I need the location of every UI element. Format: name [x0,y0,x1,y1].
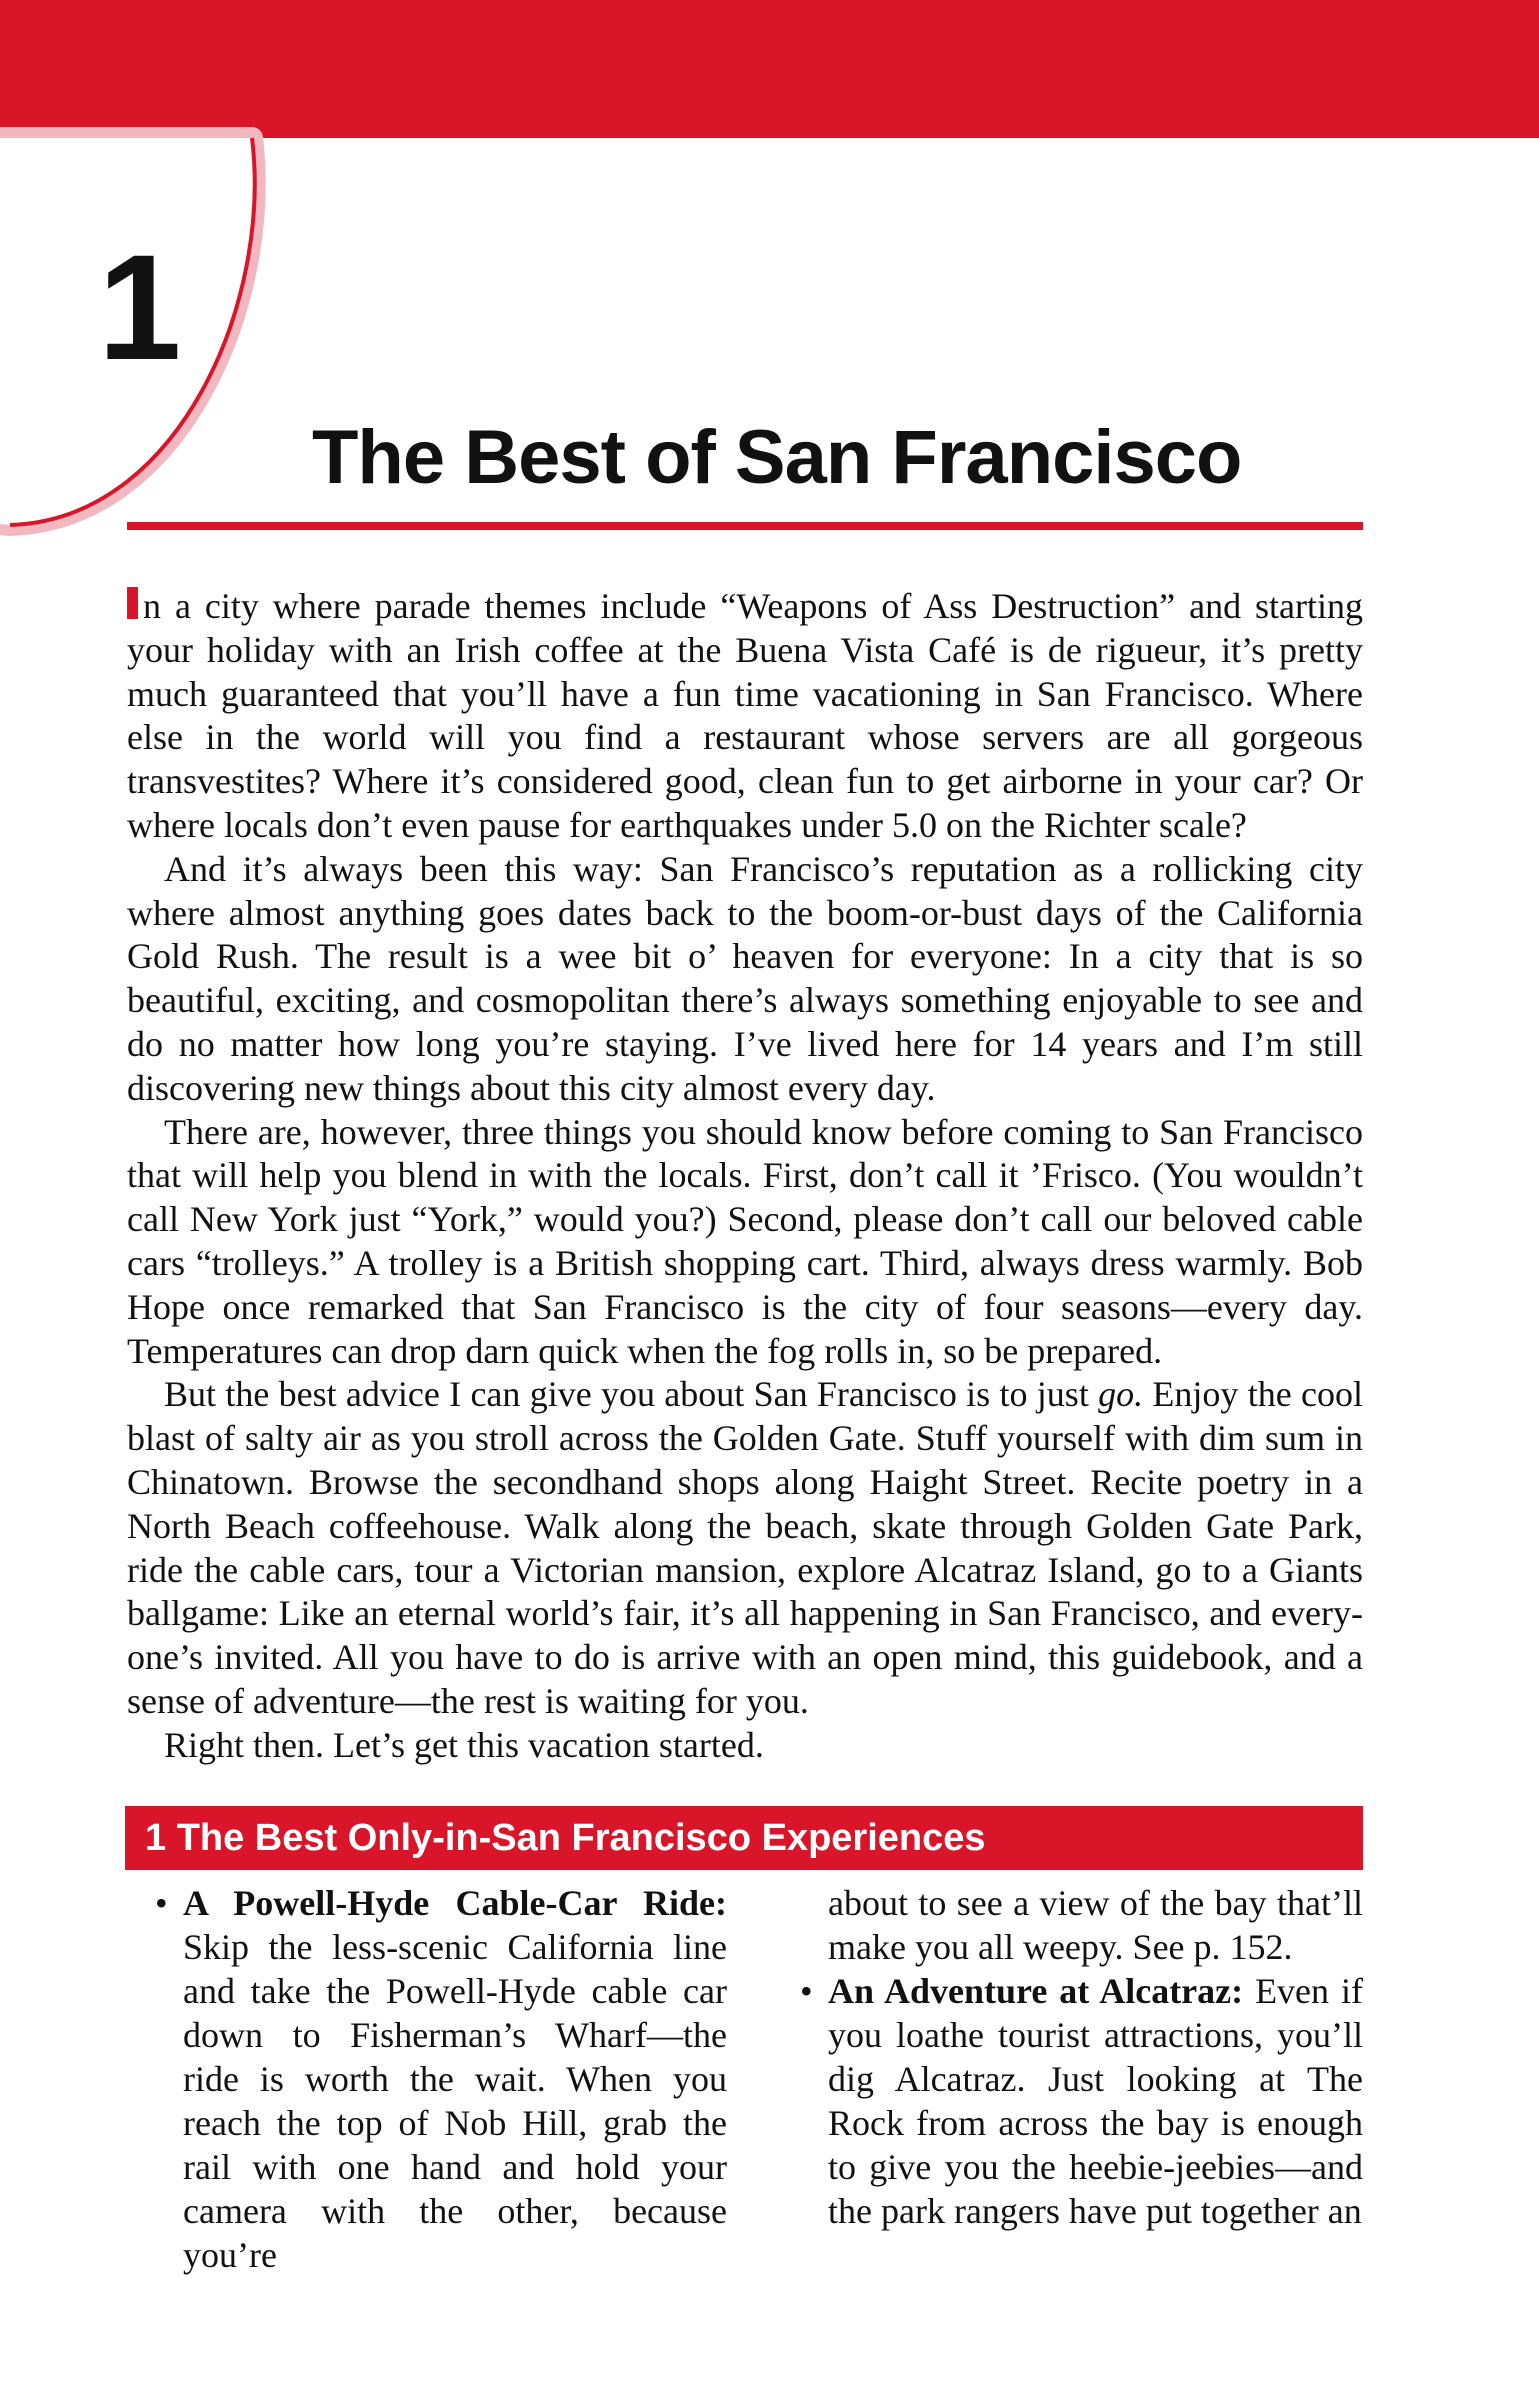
intro-paragraph-5: Right then. Let’s get this vacation started. [164,1724,764,1765]
bullet-icon: • [800,1971,813,2011]
intro-paragraph-4: But the best advice I can give you about San Francisco is to just go. Enjoy the cool blast of salty air as you stroll across the Golden Gate. Stuff yourself with dim sum in Chinatown. Browse the secondhand shops along Haight Street. Recite poetry in a North Beach coffeehouse. Walk along the beach, skate through Golden Gate Park, ride the cable cars, tour a Victorian mansion, explore Alcatraz Island, go to a Giants ballgame: Like an eternal world’s fair, it’s all happening in San Francisco, and everyone’s invited. All you have to do is arrive with an open mind, this guidebook, and a sense of adventure—the rest is waiting for you. [127,1374,1364,1721]
intro-paragraph-2: And it’s always been this way: San Francisco’s reputation as a rollicking city where almost anything goes dates back to the boom-or-bust days of the California Gold Rush. The result is a wee bit o’ heaven for everyone: In a city that is so beautiful, exciting, and cosmopolitan there’s always something enjoyable to see and do no matter how long you’re staying. I’ve lived here for 14 years and I’m still discovering new things about this city almost every day. [127,848,1363,1108]
item-lead: A Powell-Hyde Cable-Car Ride: [183,1883,727,1923]
intro-paragraph-3: There are, however, three things you should know before coming to San Francisco that will help you blend in with the locals. First, don’t call it ’Frisco. (You wouldn’t call New York just “York,” would you?) Second, please don’t call our beloved cable cars “trolleys.” A trolley is a British shopping cart. Third, always dress warmly. Bob Hope once remarked that San Francisco is the city of four seasons—every day. Temperatures can drop darn quick when the fog rolls in, so be prepared. [127,1111,1363,1371]
list-item-continued: about to see a view of the bay that’ll make you all weepy. See p. 152. [828,1883,1363,1967]
intro-text [127,585,1363,1768]
list-item [790,1969,1363,2233]
left-column [145,1881,727,2277]
chapter-title: The Best of San Francisco [312,415,1242,500]
item-text: Even if you loathe tourist attractions, you’ll dig Alcatraz. Just looking at The Rock from across the bay is enough to give you the heebie-jeebies—and the park rangers have put together an [828,1971,1363,2231]
intro-paragraph-1: n a city where parade themes include “Weapons of Ass Destruction” and starting your holiday with an Irish coffee at the Buena Vista Café is de rigueur, it’s pretty much guaranteed that you’ll have a fun time vacationing in San Francisco. Where else in the world will you find a restaurant whose servers are all gorgeous transvestites? Where it’s considered good, clean fun to get airborne in your car? Or where locals don’t even pause for earthquakes under 5.0 on the Richter scale? [127,586,1363,845]
drop-cap-bar [127,587,138,619]
item-text: Skip the less-scenic California line and take the Powell-Hyde cable car down to Fisherman’s Wharf—the ride is worth the wait. When you reach the top of Nob Hill, grab the rail with one hand and hold your camera with the other, because you’re [183,1927,727,2275]
bullet-icon: • [155,1883,168,1923]
item-lead: An Adventure at Alcatraz: [828,1971,1244,2011]
chapter-number: 1 [98,223,182,391]
list-item [145,1881,727,2277]
right-column [790,1881,1363,2233]
section-heading: 1 The Best Only-in-San Francisco Experiences [125,1806,1363,1870]
title-rule [127,522,1363,530]
